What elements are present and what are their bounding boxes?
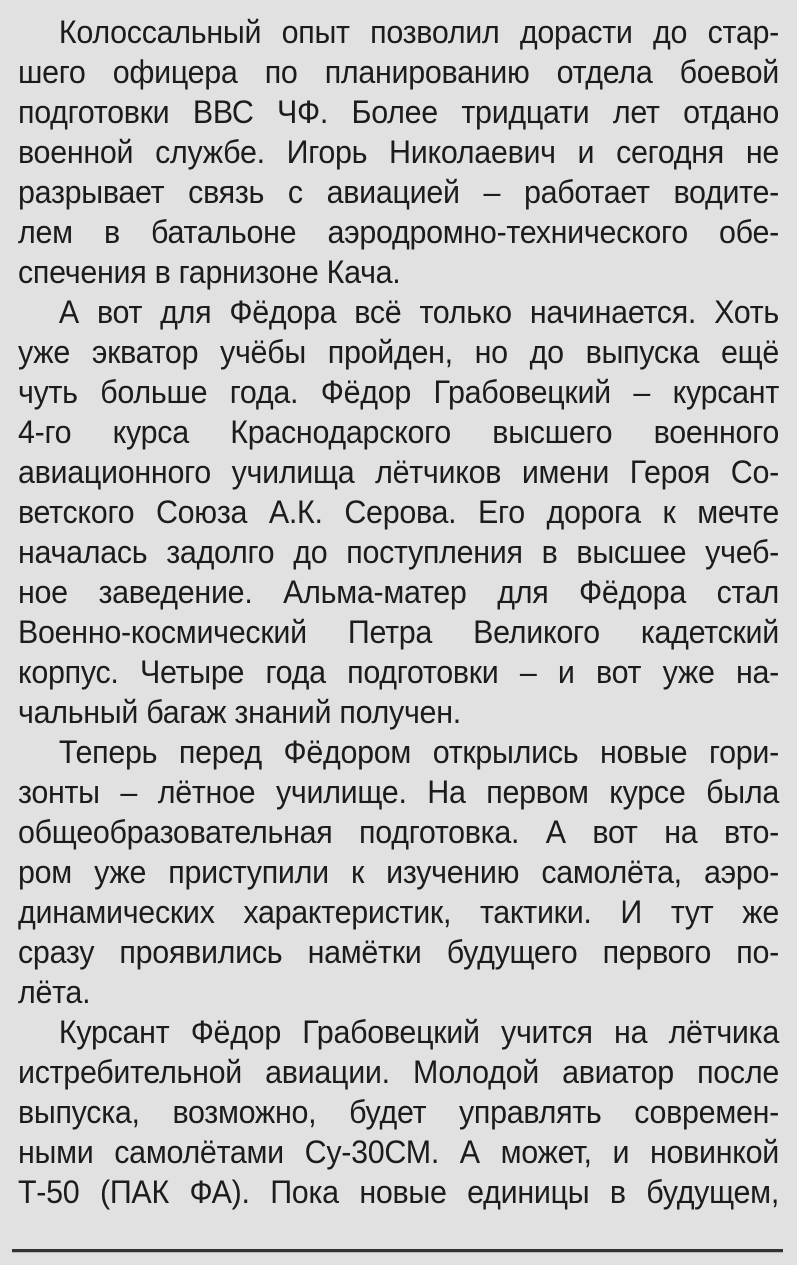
section-divider-rule bbox=[12, 1249, 783, 1253]
text-line: ными самолётами Су-30СМ. А может, и новинкой bbox=[18, 1134, 779, 1170]
text-line: лем в батальоне аэродромно-технического обе- bbox=[18, 214, 779, 250]
text-line: корпус. Четыре года подготовки – и вот уже на- bbox=[18, 654, 779, 690]
paragraph bbox=[18, 1012, 779, 1212]
text-line: сразу проявились намётки будущего первого по- bbox=[18, 934, 779, 970]
text-line: зонты – лётное училище. На первом курсе была bbox=[18, 774, 779, 810]
text-line: ное заведение. Альма-матер для Фёдора стал bbox=[18, 574, 779, 610]
text-line: Т-50 (ПАК ФА). Пока новые единицы в будущем, bbox=[18, 1174, 779, 1210]
text-line: авиационного училища лётчиков имени Героя Со- bbox=[18, 454, 779, 490]
text-line: Военно-космический Петра Великого кадетский bbox=[18, 614, 779, 650]
text-line: ветского Союза А.К. Серова. Его дорога к мечте bbox=[18, 494, 779, 530]
paragraph bbox=[18, 732, 779, 1012]
text-line: общеобразовательная подготовка. А вот на вто- bbox=[18, 814, 779, 850]
text-line: 4-го курса Краснодарского высшего военного bbox=[18, 414, 779, 450]
text-line: чуть больше года. Фёдор Грабовецкий – курсант bbox=[18, 374, 779, 410]
text-line: динамических характеристик, тактики. И тут же bbox=[18, 894, 779, 930]
text-line: чальный багаж знаний получен. bbox=[18, 694, 461, 730]
text-line: выпуска, возможно, будет управлять современ- bbox=[18, 1094, 779, 1130]
text-line: А вот для Фёдора всё только начинается. Хоть bbox=[58, 294, 780, 330]
text-line: уже экватор учёбы пройден, но до выпуска ещё bbox=[18, 334, 779, 370]
paragraph bbox=[18, 12, 779, 292]
text-line: спечения в гарнизоне Кача. bbox=[18, 254, 401, 290]
text-line: Теперь перед Фёдором открылись новые гори- bbox=[58, 734, 780, 770]
text-line: разрывает связь с авиацией – работает водите- bbox=[18, 174, 779, 210]
article-text-block bbox=[18, 0, 779, 1212]
text-line: лёта. bbox=[18, 974, 91, 1010]
text-line: военной службе. Игорь Николаевич и сегодня не bbox=[18, 134, 779, 170]
text-line: Курсант Фёдор Грабовецкий учится на лётчика bbox=[58, 1014, 780, 1050]
text-line: подготовки ВВС ЧФ. Более тридцати лет отдано bbox=[18, 94, 779, 130]
text-line: Колоссальный опыт позволил дорасти до стар- bbox=[58, 14, 780, 50]
text-line: началась задолго до поступления в высшее учеб- bbox=[18, 534, 779, 570]
text-line: шего офицера по планированию отдела боевой bbox=[18, 54, 779, 90]
paragraph bbox=[18, 292, 779, 732]
text-line: ром уже приступили к изучению самолёта, аэро- bbox=[18, 854, 779, 890]
text-line: истребительной авиации. Молодой авиатор после bbox=[18, 1054, 779, 1090]
